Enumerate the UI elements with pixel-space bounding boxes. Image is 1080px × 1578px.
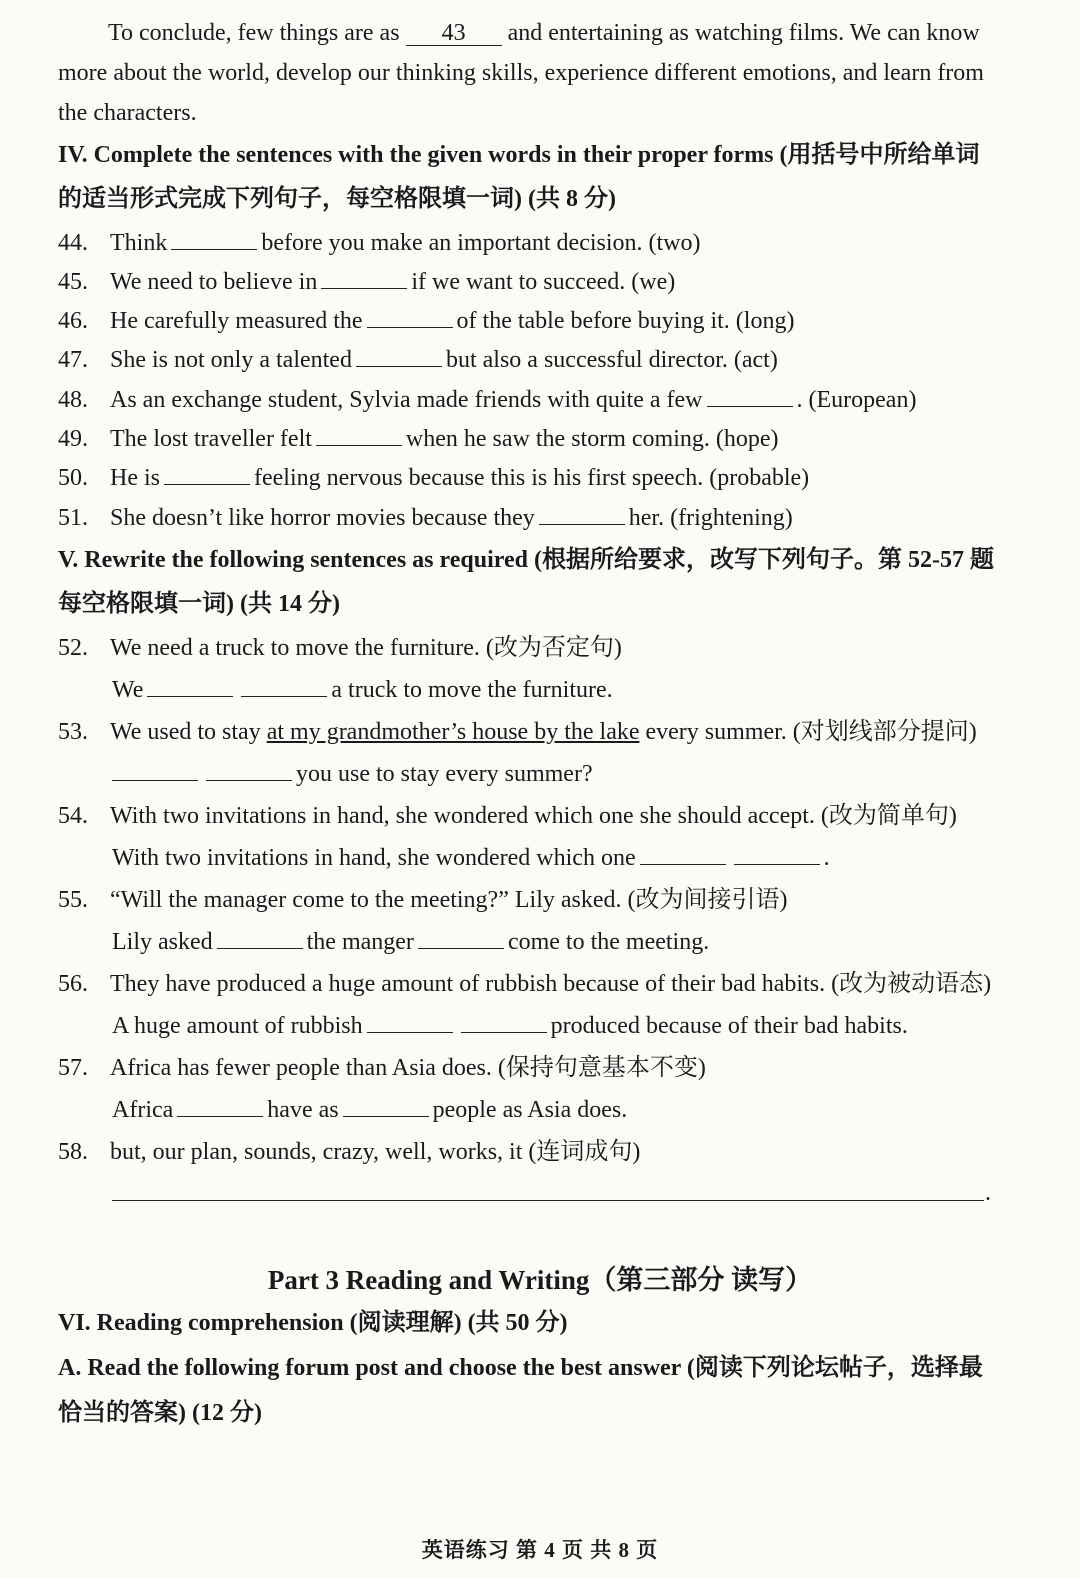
question-text: He carefully measured the <box>110 308 363 334</box>
question-text: The lost traveller felt <box>110 426 312 452</box>
conclusion-line-1 <box>108 18 980 48</box>
question-text: She is not only a talented <box>110 347 352 373</box>
question-text-after: . (European) <box>796 387 917 413</box>
question-number: 48. <box>58 387 88 413</box>
section-v-heading: V. Rewrite the following sentences as required (根据所给要求，改写下列句子。第 52-57 题 <box>58 547 994 573</box>
answer-blank[interactable] <box>217 928 303 949</box>
question-text: We used to stay <box>110 719 261 745</box>
answer-52 <box>112 675 613 705</box>
conclusion-text-after: and entertaining as watching films. We can know <box>507 20 980 46</box>
blank-43: 43 <box>406 21 502 46</box>
question-56 <box>58 969 991 999</box>
question-text-after: when he saw the storm coming. (hope) <box>405 426 779 452</box>
answer-53 <box>108 759 593 789</box>
question-text: She doesn’t like horror movies because they <box>110 505 535 531</box>
question-text: As an exchange student, Sylvia made friends with quite a few <box>110 387 703 413</box>
answer-blank[interactable] <box>539 504 625 525</box>
question-number: 49. <box>58 426 88 452</box>
answer-text-after: you use to stay every summer? <box>296 761 593 787</box>
question-57 <box>58 1053 706 1083</box>
answer-blank[interactable] <box>241 676 327 697</box>
question-52 <box>58 633 622 663</box>
answer-text-after: a truck to move the furniture. <box>331 677 613 703</box>
answer-end-mark: . <box>985 1180 991 1206</box>
question-number: 51. <box>58 505 88 531</box>
answer-56 <box>112 1011 908 1041</box>
answer-text-after: produced because of their bad habits. <box>550 1013 908 1039</box>
answer-blank[interactable] <box>356 346 442 367</box>
section-v-heading-cont: 每空格限填一词) (共 14 分) <box>58 591 340 617</box>
question-text: They have produced a huge amount of rubbish because of their bad habits. (改为被动语态) <box>110 971 992 997</box>
question-text: With two invitations in hand, she wondered which one she should accept. (改为简单句) <box>110 803 957 829</box>
question-text: but, our plan, sounds, crazy, well, works, it (连词成句) <box>110 1139 641 1165</box>
answer-57 <box>112 1095 627 1125</box>
question-number: 47. <box>58 347 88 373</box>
question-number: 55. <box>58 887 88 913</box>
question-text: Think <box>110 230 168 256</box>
section-vi-heading: VI. Reading comprehension (阅读理解) (共 50 分) <box>58 1310 568 1336</box>
question-number: 56. <box>58 971 88 997</box>
question-text: “Will the manager come to the meeting?” Lily asked. (改为间接引语) <box>110 887 788 913</box>
conclusion-line-2: more about the world, develop our thinking skills, experience different emotions, and learn from <box>58 60 984 86</box>
question-number: 53. <box>58 719 88 745</box>
answer-text: Africa <box>112 1097 174 1123</box>
question-text: He is <box>110 465 160 491</box>
answer-blank[interactable] <box>316 425 402 446</box>
question-47 <box>58 345 778 375</box>
underlined-text: at my grandmother’s house by the lake <box>266 719 640 745</box>
answer-blank[interactable] <box>177 1096 263 1117</box>
answer-text-after: . <box>823 845 830 871</box>
answer-blank[interactable] <box>171 229 257 250</box>
answer-blank[interactable] <box>367 1012 453 1033</box>
question-text-after: of the table before buying it. (long) <box>456 308 795 334</box>
answer-text: We <box>112 677 144 703</box>
question-text-after: but also a successful director. (act) <box>445 347 778 373</box>
question-48 <box>58 385 916 415</box>
question-49 <box>58 424 779 454</box>
question-text-after: before you make an important decision. (two) <box>261 230 701 256</box>
answer-blank[interactable] <box>418 928 504 949</box>
question-text-after: if we want to succeed. (we) <box>411 269 676 295</box>
answer-blank[interactable] <box>147 676 233 697</box>
section-iv-heading-cont: 的适当形式完成下列句子，每空格限填一词) (共 8 分) <box>58 186 616 212</box>
answer-blank[interactable] <box>734 844 820 865</box>
answer-blank[interactable] <box>367 307 453 328</box>
page-footer: 英语练习 第 4 页 共 8 页 <box>421 1538 659 1562</box>
question-55 <box>58 885 787 915</box>
section-vi-a-heading: A. Read the following forum post and choose the best answer (阅读下列论坛帖子，选择最 <box>58 1355 983 1381</box>
question-number: 44. <box>58 230 88 256</box>
answer-blank[interactable] <box>640 844 726 865</box>
question-number: 54. <box>58 803 88 829</box>
answer-text-mid: have as <box>267 1097 339 1123</box>
answer-text-mid: the manger <box>306 929 414 955</box>
question-44 <box>58 228 701 258</box>
answer-blank[interactable] <box>461 1012 547 1033</box>
answer-text-after: come to the meeting. <box>507 929 710 955</box>
answer-text: A huge amount of rubbish <box>112 1013 363 1039</box>
question-45 <box>58 267 675 297</box>
question-number: 57. <box>58 1055 88 1081</box>
answer-blank[interactable] <box>321 268 407 289</box>
part-3-title: Part 3 Reading and Writing（第三部分 读写） <box>267 1265 813 1295</box>
section-iv-heading: IV. Complete the sentences with the given words in their proper forms (用括号中所给单词 <box>58 142 980 168</box>
question-text-after: feeling nervous because this is his first speech. (probable) <box>254 465 810 491</box>
question-50 <box>58 463 809 493</box>
section-vi-a-heading-cont: 恰当的答案) (12 分) <box>58 1400 262 1426</box>
answer-54 <box>112 843 830 873</box>
question-text: We need a truck to move the furniture. (改为否定句) <box>110 635 622 661</box>
answer-text-after: people as Asia does. <box>432 1097 628 1123</box>
conclusion-text: To conclude, few things are as <box>108 20 400 46</box>
question-54 <box>58 801 957 831</box>
question-46 <box>58 306 794 336</box>
answer-blank[interactable] <box>164 464 250 485</box>
answer-text: With two invitations in hand, she wondered which one <box>112 845 636 871</box>
question-53 <box>58 717 977 747</box>
answer-text: Lily asked <box>112 929 213 955</box>
answer-blank[interactable] <box>343 1096 429 1117</box>
question-58 <box>58 1137 640 1167</box>
answer-blank[interactable] <box>206 760 292 781</box>
question-text: Africa has fewer people than Asia does. (保持句意基本不变) <box>110 1055 706 1081</box>
question-number: 45. <box>58 269 88 295</box>
question-number: 52. <box>58 635 88 661</box>
question-number: 58. <box>58 1139 88 1165</box>
question-text-after: her. (frightening) <box>628 505 793 531</box>
question-51 <box>58 503 793 533</box>
answer-blank[interactable] <box>112 760 198 781</box>
answer-line-58[interactable] <box>112 1200 984 1201</box>
answer-55 <box>112 927 709 957</box>
question-text-after: every summer. (对划线部分提问) <box>645 719 977 745</box>
question-text: We need to believe in <box>110 269 318 295</box>
question-number: 50. <box>58 465 88 491</box>
answer-blank[interactable] <box>707 386 793 407</box>
conclusion-line-3: the characters. <box>58 100 197 126</box>
question-number: 46. <box>58 308 88 334</box>
